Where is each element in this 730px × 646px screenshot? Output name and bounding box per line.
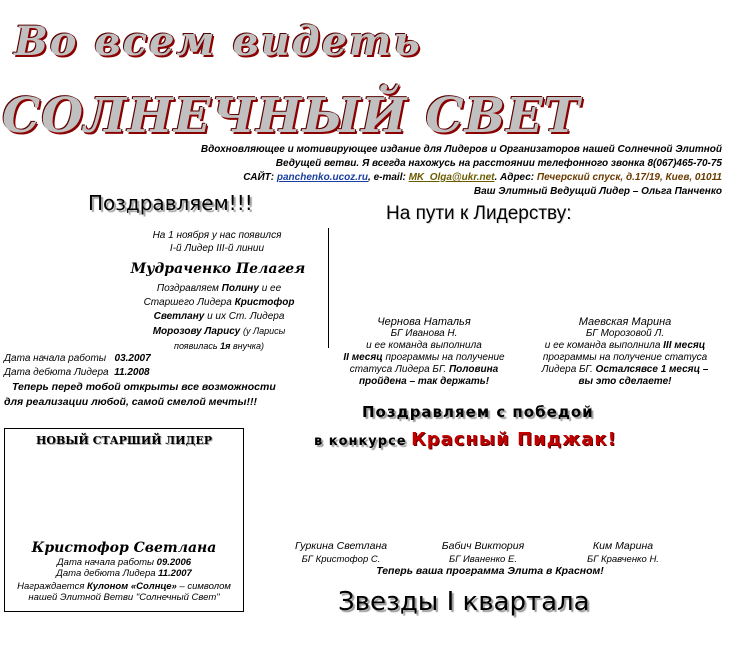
star-1 bbox=[276, 540, 406, 566]
address-label: . Адрес: bbox=[494, 172, 535, 183]
candidate-1-line: статуса Лидера БГ. bbox=[349, 364, 447, 375]
intro-line-1: Вдохновляющее и мотивирующее издание для Лидеров и Организаторов нашей Солнечной Элитной bbox=[200, 144, 722, 155]
intro-line-2: Ведущей ветви. Я всегда нахожусь на расстоянии телефонного звонка 8(067)465-70-75 bbox=[275, 158, 722, 169]
box-title: НОВЫЙ СТАРШИЙ ЛИДЕР bbox=[35, 434, 212, 447]
box-debut-value: 11.2007 bbox=[158, 568, 192, 579]
candidate-2-name: Маевская Марина bbox=[578, 316, 672, 328]
text-fragment: появилась bbox=[174, 341, 218, 351]
candidate-1-bold: II месяц bbox=[343, 352, 383, 363]
candidate-2-line: программы на получение статуса bbox=[542, 352, 708, 363]
award-text: – символом bbox=[179, 581, 231, 592]
leader-name: Мудраченко Пелагея bbox=[130, 261, 306, 277]
site-link[interactable]: panchenko.ucoz.ru bbox=[276, 172, 369, 183]
box-border-bottom bbox=[4, 611, 244, 612]
name-fragment: 1я bbox=[220, 341, 231, 351]
november-note bbox=[112, 229, 322, 255]
motto-line-2: для реализации любой, самой смелой мечты!!! bbox=[4, 396, 257, 408]
congrats-paragraph bbox=[112, 282, 326, 353]
box-debut-label: Дата дебюта Лидера bbox=[56, 568, 156, 579]
text-fragment: (у Ларисы bbox=[242, 326, 286, 336]
box-border-top bbox=[4, 428, 244, 429]
name-fragment: Полину bbox=[221, 283, 259, 294]
candidate-2-bold: III месяц bbox=[663, 340, 706, 351]
november-line-1: На 1 ноября у нас появился bbox=[152, 230, 282, 241]
site-label: САЙТ: bbox=[243, 172, 275, 183]
text-fragment: внучка) bbox=[232, 341, 264, 351]
email-link[interactable]: MK_Olga@ukr.net bbox=[408, 172, 495, 183]
star-1-name: Гуркина Светлана bbox=[294, 540, 388, 552]
title-line-1: Во всем видеть bbox=[14, 18, 422, 65]
title-line-2: СОЛНЕЧНЫЙ СВЕТ bbox=[2, 88, 581, 144]
name-fragment: Светлану bbox=[153, 311, 205, 322]
program-line: Теперь ваша программа Элита в Красном! bbox=[376, 565, 604, 577]
candidate-1-bold: Половина bbox=[448, 364, 499, 375]
award-item: Кулоном «Солнце» bbox=[87, 581, 177, 592]
leader-dates bbox=[4, 352, 151, 380]
debut-value: 11.2008 bbox=[114, 367, 150, 378]
text-fragment: Поздравляем bbox=[156, 283, 219, 294]
star-3-name: Ким Марина bbox=[592, 540, 654, 552]
candidate-2 bbox=[522, 316, 728, 388]
candidate-2-line: Лидера БГ. bbox=[541, 364, 593, 375]
contest-label: в конкурсе bbox=[314, 434, 407, 449]
name-fragment: Морозову Ларису bbox=[152, 326, 241, 337]
star-3-sub: БГ Кравченко Н. bbox=[587, 554, 659, 565]
candidate-2-bold: Осталсявсе 1 месяц – bbox=[595, 364, 709, 375]
star-3 bbox=[558, 540, 688, 566]
contact-line bbox=[82, 171, 722, 185]
contest-line-2 bbox=[314, 429, 617, 450]
candidate-2-line: и ее команда выполнила bbox=[544, 340, 661, 351]
star-2 bbox=[418, 540, 548, 566]
candidate-1 bbox=[326, 316, 522, 388]
candidate-1-line: БГ Иванова Н. bbox=[390, 328, 458, 339]
debut-label: Дата дебюта Лидера bbox=[4, 367, 109, 378]
candidate-1-line: и ее команда выполнила bbox=[366, 340, 482, 351]
award-text: Награждается bbox=[17, 581, 85, 592]
star-1-sub: БГ Кристофор С. bbox=[301, 554, 381, 565]
star-2-sub: БГ Иваненко Е. bbox=[449, 554, 517, 565]
text-fragment: Старшего Лидера bbox=[143, 297, 232, 308]
path-heading: На пути к Лидерству: bbox=[386, 203, 572, 224]
stars-title: Звезды I квартала bbox=[338, 587, 590, 617]
motto-line-1: Теперь перед тобой открыты все возможности bbox=[12, 381, 276, 393]
signature: Ваш Элитный Ведущий Лидер – Ольга Панченко bbox=[473, 186, 722, 197]
text-fragment: и их Ст. Лидера bbox=[207, 311, 285, 322]
text-fragment: и ее bbox=[261, 283, 282, 294]
motto bbox=[4, 380, 276, 410]
box-name: Кристофор Светлана bbox=[31, 540, 217, 556]
candidate-2-line: БГ Морозовой Л. bbox=[585, 328, 665, 339]
box-start-label: Дата начала работы bbox=[56, 557, 155, 568]
candidate-1-line: программы на получение bbox=[385, 352, 505, 363]
box-details bbox=[4, 557, 244, 603]
award-text: нашей Элитной Ветви "Солнечный Свет" bbox=[28, 592, 220, 603]
star-2-name: Бабич Виктория bbox=[441, 540, 525, 552]
candidate-2-bold: вы это сделаете! bbox=[578, 376, 672, 387]
congrats-heading: Поздравляем!!! bbox=[88, 191, 253, 215]
start-label: Дата начала работы bbox=[4, 353, 107, 364]
name-fragment: Кристофор bbox=[234, 297, 295, 308]
box-start-value: 09.2006 bbox=[156, 557, 192, 568]
candidate-1-name: Чернова Наталья bbox=[377, 316, 471, 328]
november-line-2: I-й Лидер III-й линии bbox=[169, 243, 265, 254]
start-value: 03.2007 bbox=[114, 353, 151, 364]
candidate-1-bold: пройдена – так держать! bbox=[358, 376, 490, 387]
contest-name: Красный Пиджак! bbox=[411, 429, 617, 450]
address-value: Печерский спуск, д.17/19, Киев, 01011 bbox=[536, 172, 722, 183]
email-label: , e-mail: bbox=[368, 172, 406, 183]
contest-line-1: Поздравляем с победой bbox=[362, 403, 594, 421]
